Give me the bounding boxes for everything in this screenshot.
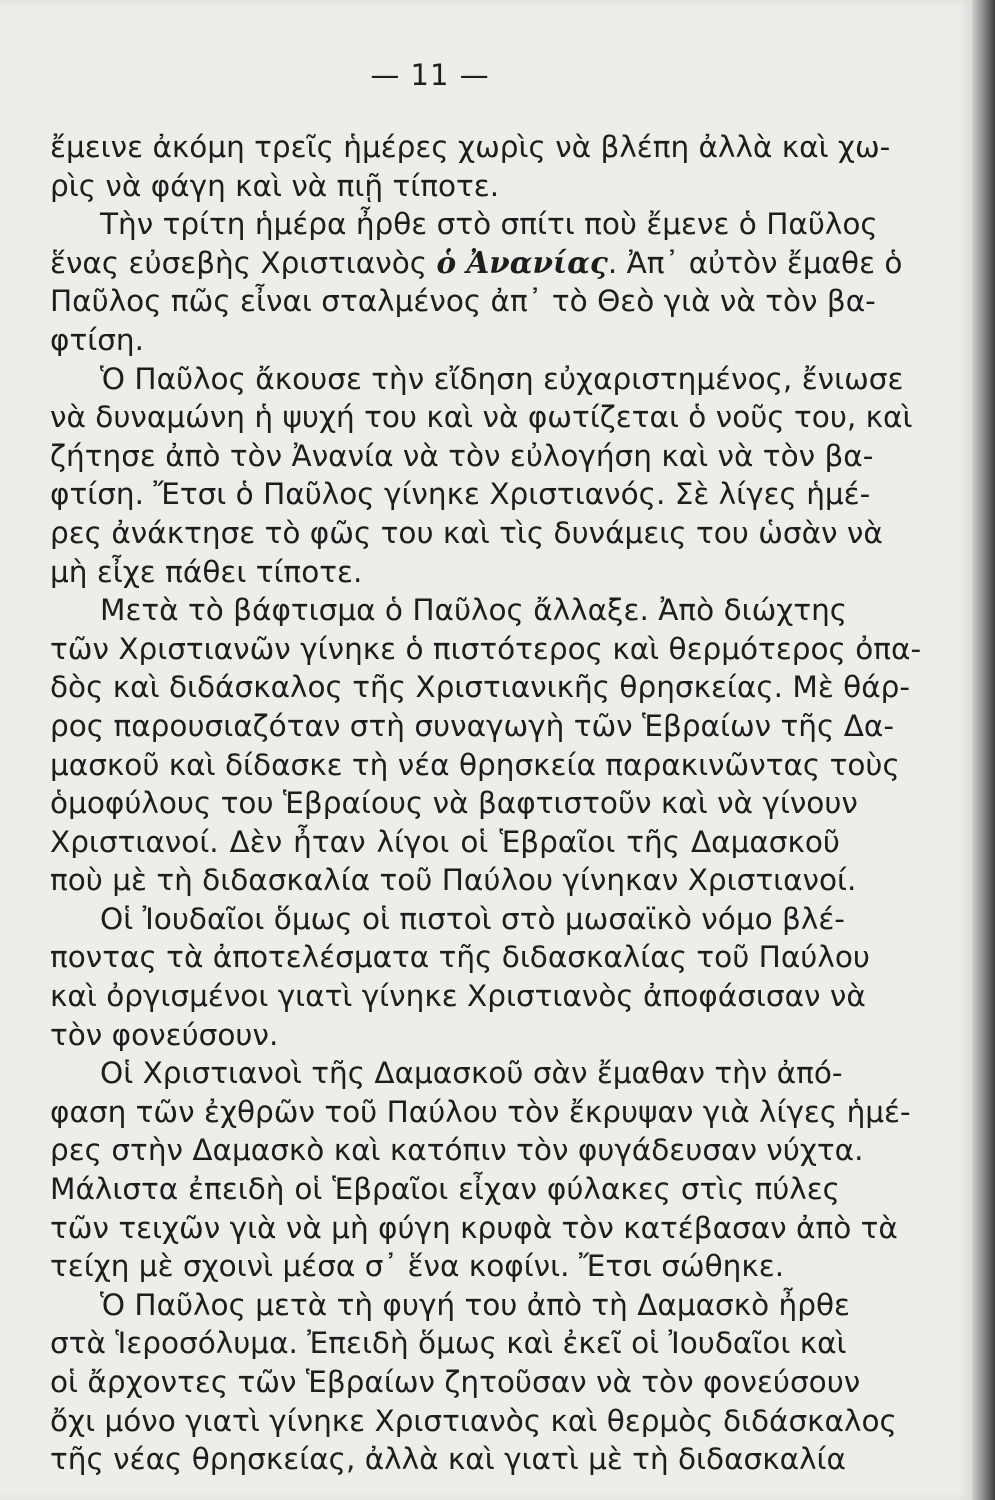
text-line: ρὶς νὰ φάγη καὶ νὰ πιῇ τίποτε. bbox=[50, 168, 500, 203]
text-line: καὶ ὀργισμένοι γιατὶ γίνηκε Χριστιανὸς ἀποφάσισαν νὰ bbox=[50, 979, 866, 1014]
text-line: ρος παρουσιαζόταν στὴ συναγωγὴ τῶν Ἑβραίων τῆς Δα- bbox=[50, 708, 894, 743]
text-line: τῶν Χριστιανῶν γίνηκε ὁ πιστότερος καὶ θερμότερος ὀπα- bbox=[50, 631, 922, 666]
text-line: ρες ἀνάκτησε τὸ φῶς του καὶ τὶς δυνάμεις του ὡσὰν νὰ bbox=[50, 515, 883, 550]
text-line: ποὺ μὲ τὴ διδασκαλία τοῦ Παύλου γίνηκαν Χριστιανοί. bbox=[50, 863, 857, 898]
text-line: φαση τῶν ἐχθρῶν τοῦ Παύλου τὸν ἔκρυψαν γιὰ λίγες ἡμέ- bbox=[50, 1094, 911, 1129]
page-number: — 11 — bbox=[370, 58, 490, 92]
text-line: ἔμεινε ἀκόμη τρεῖς ἡμέρες χωρὶς νὰ βλέπη ἀλλὰ καὶ χω- bbox=[50, 130, 891, 164]
text-line: τῶν τειχῶν γιὰ νὰ μὴ φύγη κρυφὰ τὸν κατέβασαν ἀπὸ τὰ bbox=[50, 1210, 898, 1245]
text-line bbox=[50, 244, 903, 283]
page-edge bbox=[972, 0, 995, 1500]
text-line: νὰ δυναμώνη ἡ ψυχή του καὶ νὰ φωτίζεται ὁ νοῦς του, καὶ bbox=[50, 400, 913, 435]
text-line: φτίση. bbox=[50, 322, 144, 357]
text-line: τείχη μὲ σχοινὶ μέσα σ᾽ ἕνα κοφίνι. Ἔτσι σώθηκε. bbox=[50, 1249, 785, 1284]
text-line: Παῦλος πῶς εἶναι σταλμένος ἀπ᾽ τὸ Θεὸ γιὰ νὰ τὸν βα- bbox=[50, 284, 876, 319]
text-line: οἱ ἄρχοντες τῶν Ἑβραίων ζητοῦσαν νὰ τὸν φονεύσουν bbox=[50, 1365, 861, 1399]
text-line: Τὴν τρίτη ἡμέρα ἦρθε στὸ σπίτι ποὺ ἔμενε ὁ Παῦλος bbox=[100, 207, 878, 242]
emphasized-name: ὁ Ἀνανίας bbox=[436, 244, 608, 280]
text-line: μὴ εἶχε πάθει τίποτε. bbox=[50, 554, 363, 589]
body-text bbox=[50, 128, 922, 1479]
text-line: Μετὰ τὸ βάφτισμα ὁ Παῦλος ἄλλαξε. Ἀπὸ διώχτης bbox=[100, 593, 848, 628]
text-line: ζήτησε ἀπὸ τὸν Ἀνανία νὰ τὸν εὐλογήση καὶ νὰ τὸν βα- bbox=[50, 438, 874, 473]
text-line: τὸν φονεύσουν. bbox=[50, 1017, 279, 1052]
text-line: Μάλιστα ἐπειδὴ οἱ Ἑβραῖοι εἶχαν φύλακες στὶς πύλες bbox=[50, 1172, 840, 1207]
text-line: δὸς καὶ διδάσκαλος τῆς Χριστιανικῆς θρησκείας. Μὲ θάρ- bbox=[50, 670, 911, 705]
text-line: ρες στὴν Δαμασκὸ καὶ κατόπιν τὸν φυγάδευσαν νύχτα. bbox=[50, 1133, 864, 1168]
text-line: ὄχι μόνο γιατὶ γίνηκε Χριστιανὸς καὶ θερμὸς διδάσκαλος bbox=[50, 1403, 897, 1438]
text-segment: . Ἀπ᾽ αὐτὸν ἔμαθε ὁ bbox=[607, 245, 903, 280]
text-line: στὰ Ἱεροσόλυμα. Ἐπειδὴ ὅμως καὶ ἐκεῖ οἱ Ἰουδαῖοι καὶ bbox=[50, 1326, 847, 1361]
text-line: Χριστιανοί. Δὲν ἦταν λίγοι οἱ Ἑβραῖοι τῆς Δαμασκοῦ bbox=[50, 824, 840, 859]
text-line: Οἱ Ἰουδαῖοι ὅμως οἱ πιστοὶ στὸ μωσαϊκὸ νόμο βλέ- bbox=[100, 901, 845, 936]
text-line: ὁμοφύλους του Ἑβραίους νὰ βαφτιστοῦν καὶ νὰ γίνουν bbox=[50, 786, 858, 821]
text-line: Οἱ Χριστιανοὶ τῆς Δαμασκοῦ σὰν ἔμαθαν τὴν ἀπό- bbox=[100, 1056, 843, 1091]
text-line: φτίση. Ἔτσι ὁ Παῦλος γίνηκε Χριστιανός. Σὲ λίγες ἡμέ- bbox=[50, 477, 871, 512]
text-line: ποντας τὰ ἀποτελέσματα τῆς διδασκαλίας τοῦ Παύλου bbox=[50, 940, 870, 975]
text-line: Ὁ Παῦλος ἄκουσε τὴν εἴδηση εὐχαριστημένος, ἔνιωσε bbox=[100, 361, 904, 396]
text-line: τῆς νέας θρησκείας, ἀλλὰ καὶ γιατὶ μὲ τὴ διδασκαλία bbox=[50, 1442, 846, 1477]
text-line: Ὁ Παῦλος μετὰ τὴ φυγή του ἀπὸ τὴ Δαμασκὸ ἦρθε bbox=[100, 1287, 850, 1322]
text-line: μασκοῦ καὶ δίδασκε τὴ νέα θρησκεία παρακινῶντας τοὺς bbox=[50, 747, 900, 782]
text-segment: ἕνας εὐσεβὴς Χριστιανὸς bbox=[50, 245, 437, 280]
